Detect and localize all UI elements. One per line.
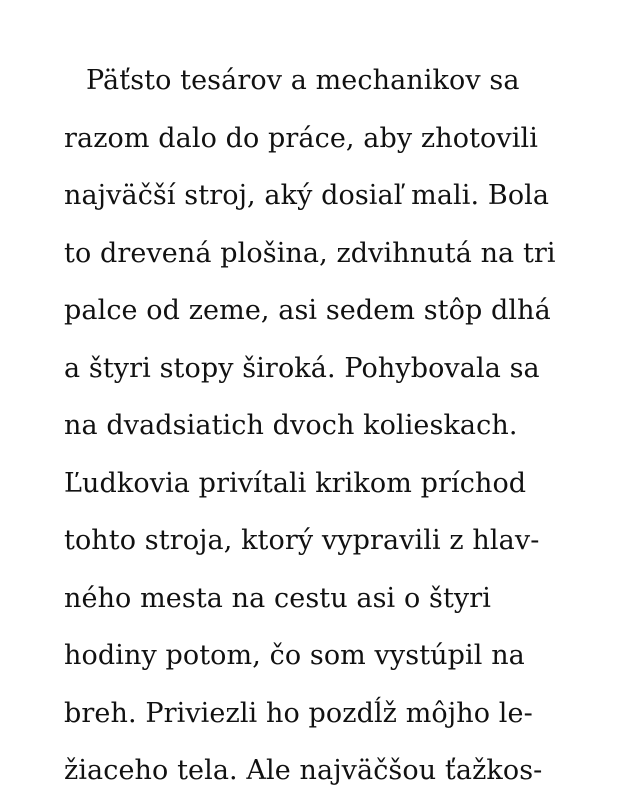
text-line: tohto stroja, ktorý vypravili z hlav- [64,525,540,556]
text-line: hodiny potom, čo som vystúpil na [64,640,525,671]
text-line: ného mesta na cestu asi o štyri [64,582,492,614]
text-line: Ľudkovia privítali krikom príchod [64,467,527,499]
text-line: a štyri stopy široká. Pohybovala sa [64,352,540,384]
text-line: palce od zeme, asi sedem stôp dlhá [64,295,551,326]
text-line: žiaceho tela. Ale najväčšou ťažkos- [64,755,543,786]
text-line: razom dalo do práce, aby zhotovili [64,122,538,154]
text-line: Päťsto tesárov a mechanikov sa [86,65,520,96]
text-line: breh. Priviezli ho pozdĺž môjho le- [64,697,533,729]
text-line: na dvadsiatich dvoch kolieskach. [64,410,518,441]
paragraph [64,52,640,800]
text-line: to drevená plošina, zdvihnutá na tri [64,237,556,269]
text-line: najväčší stroj, aký dosiaľ mali. Bola [64,180,550,211]
